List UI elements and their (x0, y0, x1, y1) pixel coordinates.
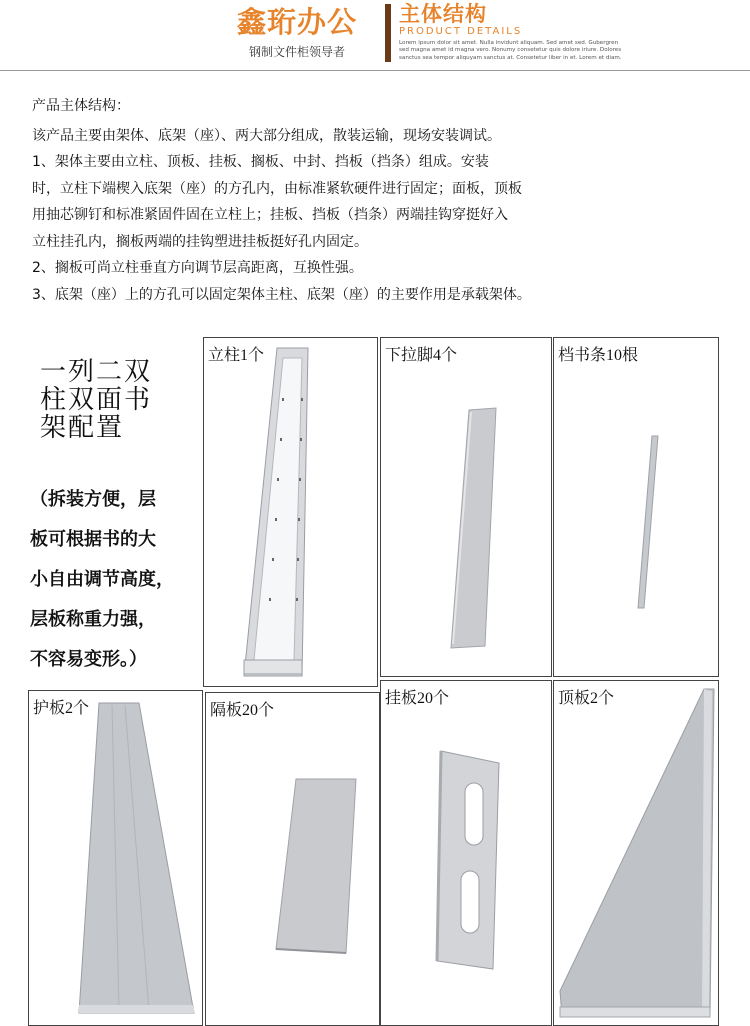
shelf-image (206, 693, 380, 1026)
panel-label: 立柱1个 (208, 347, 265, 364)
panel-label: 护板2个 (33, 700, 90, 717)
section-lorem (399, 40, 744, 62)
panel-label: 下拉脚4个 (385, 347, 458, 364)
structure-description (32, 93, 632, 308)
config-note-line: 不容易变形。） (30, 649, 147, 670)
section-title: 主体结构 (399, 2, 487, 26)
description-line: 1、架体主要由立柱、顶板、挂板、搁板、中封、挡板（挡条）组成。安装 (32, 154, 489, 170)
sideguard-image (29, 691, 203, 1026)
description-line: 立柱挂孔内，搁板两端的挂钩塑进挂板挺好孔内固定。 (32, 233, 368, 250)
config-title-line: 一列二双 (40, 357, 153, 387)
config-note (30, 480, 205, 680)
panel-hangingplate (380, 680, 552, 1026)
lorem-line: sanctus sea tempor aliquyam sanctus at. Consetetur liber in et. Lorem et diam. (399, 54, 622, 61)
brand-name: 鑫珩办公 (236, 5, 357, 39)
bookstop-image (554, 338, 719, 677)
kickplate-image (381, 338, 552, 677)
config-title-line: 柱双面书 (40, 385, 153, 415)
lorem-line: sed magna amet id magna vero. Nonumy consetetur quis dolore iriure. Dolores (399, 47, 622, 54)
panel-label: 隔板20个 (210, 702, 275, 719)
config-title (40, 358, 180, 442)
description-line: 3、底架（座）上的方孔可以固定架体主柱、底架（座）的主要作用是承载架体。 (32, 286, 531, 303)
panel-label: 挂板20个 (385, 690, 450, 707)
description-heading: 产品主体结构： (32, 98, 130, 114)
panel-upright (203, 337, 378, 687)
brand-tagline: 钢制文件柜领导者 (248, 45, 345, 59)
config-title-line: 架配置 (40, 413, 125, 443)
panel-bookstop (553, 337, 719, 677)
description-line: 该产品主要由架体、底架（座）、两大部分组成，散装运输，现场安装调试。 (32, 127, 501, 144)
panel-sideguard (28, 690, 203, 1026)
panel-label: 顶板2个 (558, 690, 615, 707)
panel-label: 档书条10根 (558, 347, 639, 364)
panel-shelf (205, 692, 380, 1026)
config-note-line: 层板称重力强， (30, 609, 156, 630)
header-divider-bar (385, 4, 391, 62)
description-line: 用抽芯铆钉和标准紧固件固在立柱上；挂板、挡板（挡条）两端挂钩穿挺好入 (32, 207, 508, 223)
hangingplate-image (381, 681, 552, 1026)
section-header (399, 2, 744, 62)
config-note-line: 小自由调节高度， (30, 569, 174, 590)
section-subtitle: PRODUCT DETAILS (399, 26, 523, 37)
panel-topplate (553, 680, 719, 1026)
upright-frame-image (204, 338, 378, 687)
description-line: 2、搁板可尚立柱垂直方向调节层高距离，互换性强。 (32, 260, 363, 276)
header-rule (0, 70, 750, 71)
brand-block (222, 4, 372, 60)
description-line: 时，立柱下端楔入底架（座）的方孔内，由标准紧软硬件进行固定；面板，顶板 (32, 180, 522, 197)
lorem-line: Lorem ipsum dolor sit amet. Nulla invidunt aliquam. Sed amet sed. Gubergren (399, 40, 619, 46)
config-note-line: 板可根据书的大 (30, 529, 156, 550)
panel-kickplate (380, 337, 552, 677)
config-note-line: （拆装方便，层 (30, 489, 156, 510)
topplate-image (554, 681, 719, 1026)
